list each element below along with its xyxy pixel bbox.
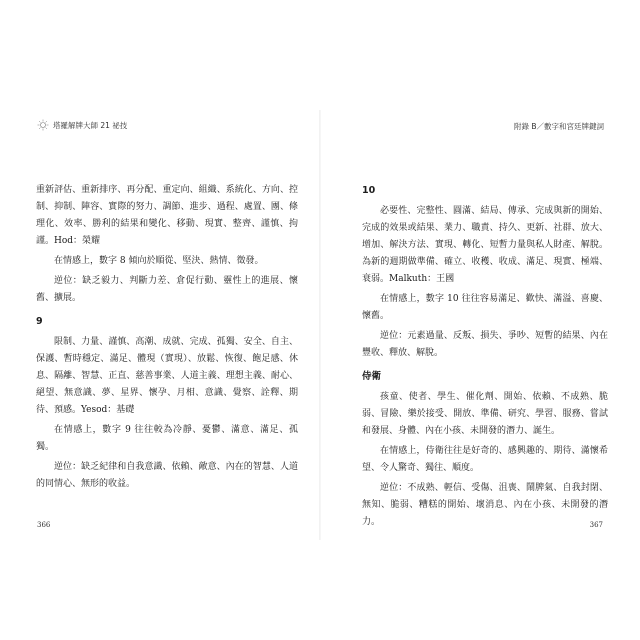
paragraph-9-keywords: 限制、力量、謹慎、高潮、成就、完成、孤獨、安全、自主、保護、暫時穩定、滿足、體現（實現）、放鬆、恢復、飽足感、休息、隔離、智慧、正直、慈善事業、人道主義、理想主義、耐心、絕望、無意識、夢、星界、懷孕、月相、意識、覺察、詮釋、期待、預感。Yesod：基礎 [36, 337, 298, 415]
page-number-left: 366 [37, 521, 51, 529]
section-heading-page: 侍衛 [362, 371, 382, 382]
paragraph-page-reversed: 逆位：不成熟、輕信、受傷、沮喪、鬧脾氣、自我封閉、無知、脆弱、糟糕的開始、壞消息、內在小孩、未開發的潛力。 [362, 483, 608, 527]
section-heading-9: 9 [36, 316, 43, 327]
sun-icon [37, 119, 49, 131]
running-header-left [37, 119, 127, 131]
paragraph-10-reversed: 逆位：元素過量、反叛、損失、爭吵、短暫的結果、內在豐收、釋放、解脫。 [362, 331, 608, 358]
paragraph-9-reversed: 逆位：缺乏紀律和自我意識、依賴、敵意、內在的智慧、人道的同情心、無形的收益。 [36, 462, 298, 489]
chapter-title: 附錄 B／數字和宮廷牌鍵詞 [513, 122, 604, 131]
right-page-body [362, 182, 608, 534]
paragraph-page-emotion: 在情感上，侍衛往往是好奇的、感興趣的、期待、滿懷希望、令人驚奇、獨往、順度。 [362, 446, 608, 473]
paragraph-page-keywords: 孩童、使者、學生、催化劑、開始、依賴、不成熟、脆弱、冒險、樂於接受、開放、準備、研究、學習、服務、嘗試和發展、身體、內在小孩、未開發的潛力、誕生。 [362, 392, 608, 436]
left-page-body [36, 182, 298, 496]
paragraph-10-emotion: 在情感上，數字 10 往往容易滿足、歡快、滿溢、喜慶、懷舊。 [362, 294, 608, 321]
paragraph-8-keywords: 重新評估、重新排序、再分配、重定向、組織、系統化、方向、控制、抑制、陣容、實際的努力、調節、進步、過程、處置、團、條理化、效率、勝利的結果和變化、移動、現實、整齊、謹慎、拘謹。Hod：榮耀 [36, 185, 298, 246]
section-heading-10: 10 [362, 185, 376, 196]
paragraph-8-reversed: 逆位：缺乏毅力、判斷力差、倉促行動、靈性上的進展、懷舊、擴展。 [36, 276, 298, 303]
page-number-right: 367 [589, 521, 603, 529]
paragraph-8-emotion: 在情感上，數字 8 傾向於順從、堅決、熱情、徵發。 [54, 256, 264, 266]
book-title: 塔羅解牌大師 21 祕技 [53, 120, 128, 130]
book-gutter [319, 110, 321, 540]
paragraph-10-keywords: 必要性、完整性、圓滿、結局、傳承、完成與新的開始、完成的效果或結果、業力、職責、持久、更新、社群、放大、增加、解決方法、實現、轉化、短暫力量與私人財產、解脫。為新的週期做準備、確立、收穫、收成、滿足、現實、極端、衰弱。Malkuth：王國 [362, 206, 608, 284]
paragraph-9-emotion: 在情感上，數字 9 往往較為冷靜、憂鬱、滿意、滿足、孤獨。 [36, 425, 298, 452]
